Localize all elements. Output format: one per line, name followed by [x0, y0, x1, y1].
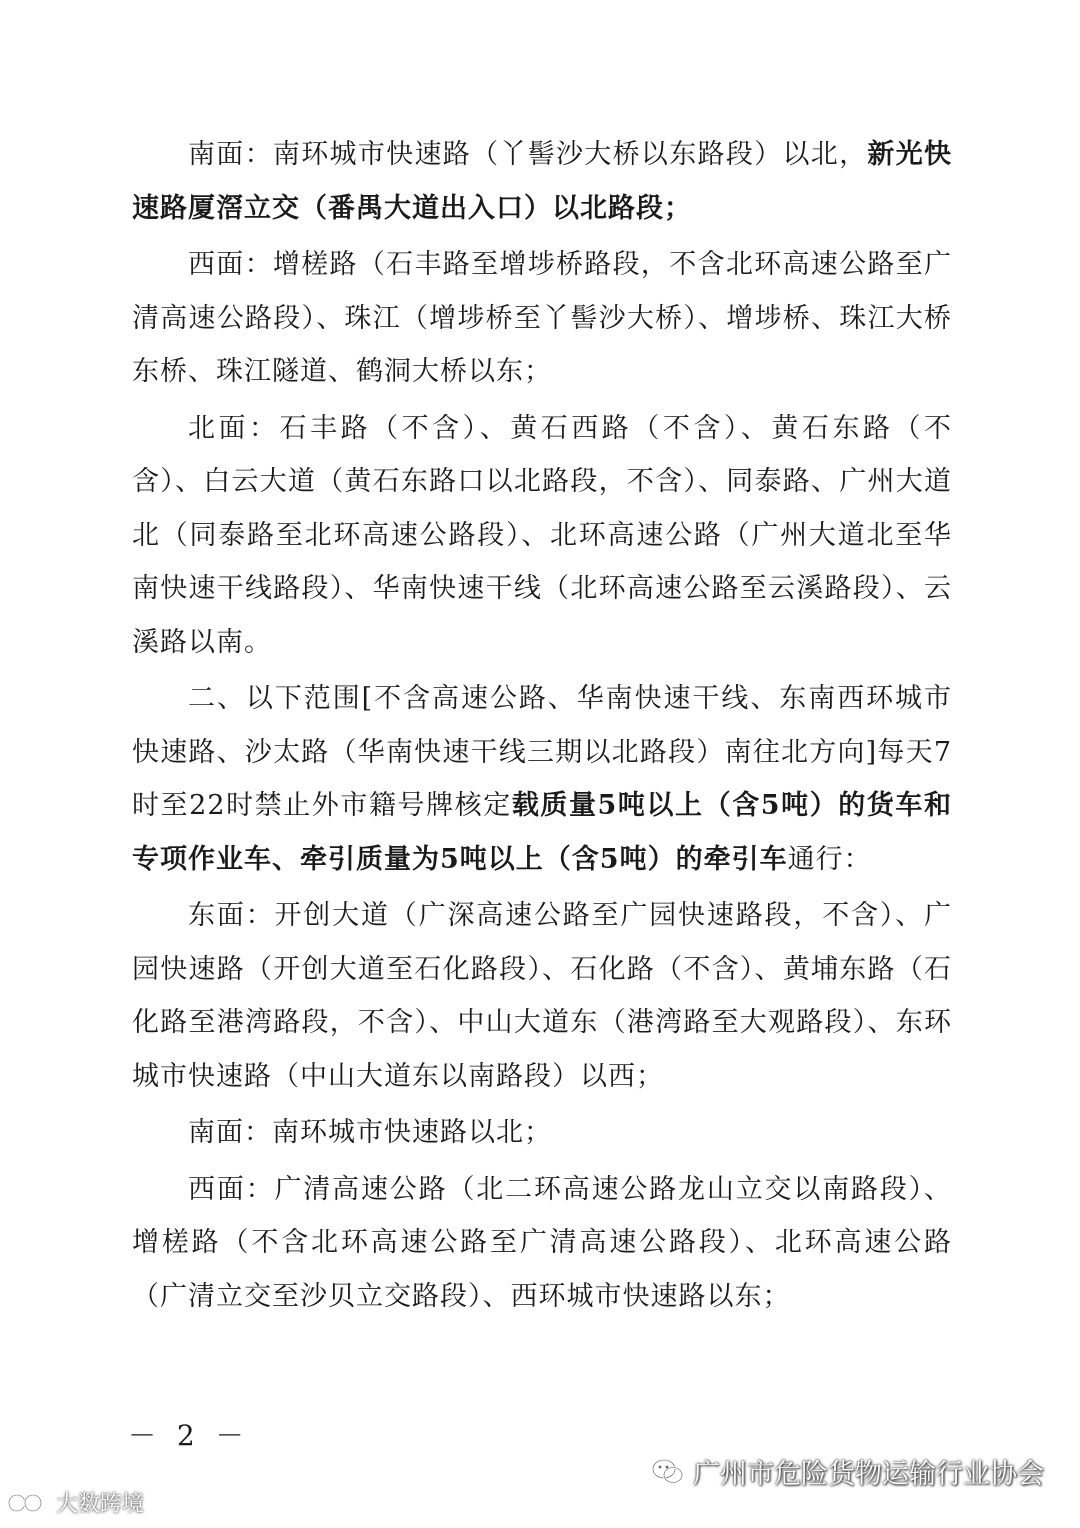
paragraph-text: 南面：南环城市快速路（丫髻沙大桥以东路段）以北， [188, 139, 868, 170]
paragraph-west-1 [132, 238, 952, 399]
paragraph-north-1 [132, 402, 952, 670]
wechat-icon [651, 1457, 685, 1487]
paragraph-south-2 [132, 1106, 952, 1160]
paragraph-west-2 [132, 1163, 952, 1324]
watermark-text: 广州市危险货物运输行业协会 [693, 1459, 1044, 1490]
paragraph-section-two [132, 672, 952, 886]
paragraph-text: 西面：增槎路（石丰路至增埗桥路段，不含北环高速公路至广清高速公路段）、珠江（增埗桥至丫髻沙大桥）、增埗桥、珠江大桥东桥、珠江隧道、鹤洞大桥以东； [132, 249, 952, 387]
paragraph-text-bold: 新光快速路厦滘立交（番禺大道出入口）以北路段； [132, 139, 953, 224]
paragraph-text: 南面：南环城市快速路以北； [188, 1117, 552, 1148]
paragraph-text: 二、以下范围[不含高速公路、华南快速干线、东南西环城市快速路、沙太路（华南快速干线三期以北路段）南往北方向]每天7时至22时禁止外市籍号牌核定 [132, 683, 952, 821]
paragraph-text: 东面：开创大道（广深高速公路至广园快速路段，不含）、广园快速路（开创大道至石化路段）、石化路（不含）、黄埔东路（石化路至港湾路段，不含）、中山大道东（港湾路至大观路段）、东环城市快速路（中山大道东以南路段）以西； [132, 900, 952, 1092]
paragraph-text-bold: 载质量5吨以上（含5吨）的货车和专项作业车、牵引质量为5吨以上（含5吨）的牵引车 [132, 790, 953, 875]
paragraph-text: 通行： [787, 843, 872, 875]
logo-icon [6, 1490, 52, 1516]
page-number: － 2 － [128, 1419, 250, 1452]
document-body [132, 128, 952, 1326]
paragraph-south-1 [132, 128, 952, 235]
watermark-text: 大数跨境 [56, 1492, 145, 1517]
source-watermark [6, 1487, 144, 1518]
paragraph-east-2 [132, 889, 952, 1103]
paragraph-text: 西面：广清高速公路（北二环高速公路龙山立交以南路段）、增槎路（不含北环高速公路至广清高速公路段）、北环高速公路（广清立交至沙贝立交路段）、西环城市快速路以东； [132, 1173, 952, 1312]
wechat-watermark [651, 1452, 1044, 1491]
paragraph-text: 北面：石丰路（不含）、黄石西路（不含）、黄石东路（不含）、白云大道（黄石东路口以北路段，不含）、同泰路、广州大道北（同泰路至北环高速公路段）、北环高速公路（广州大道北至华南快速干线路段）、华南快速干线（北环高速公路至云溪路段）、云溪路以南。 [132, 412, 952, 658]
